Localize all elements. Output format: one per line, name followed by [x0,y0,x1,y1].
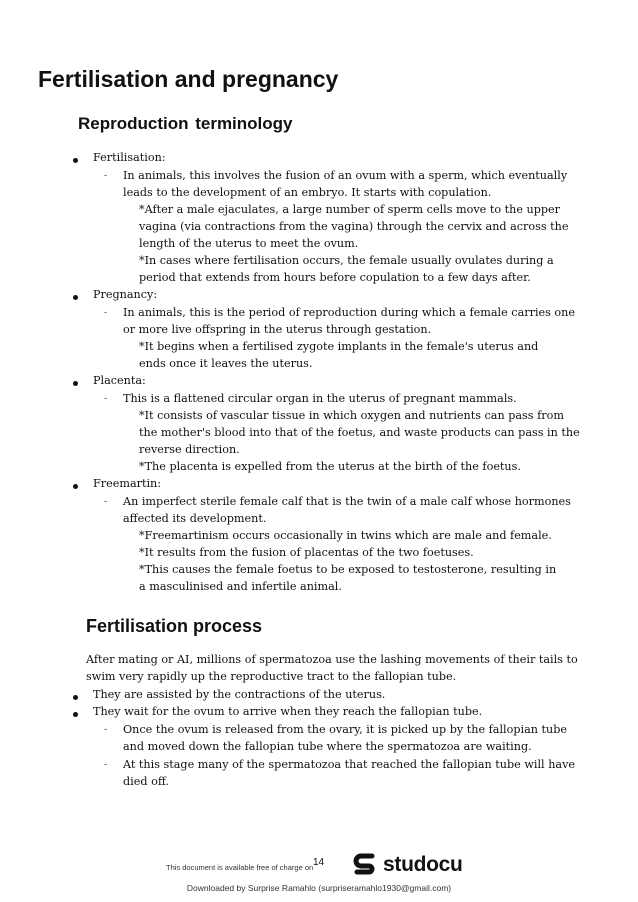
definition-line: In animals, this is the period of reproduction during which a female carries one [123,306,575,319]
note-line: a masculinised and infertile animal. [139,580,342,593]
bullet-icon [73,712,78,717]
sub-item-line: died off. [123,775,169,788]
dash-icon: - [104,171,108,181]
bullet-line: They are assisted by the contractions of the uterus. [93,688,386,701]
definition-line: affected its development. [123,512,267,525]
note-line: ends once it leaves the uterus. [139,357,313,370]
bullet-icon [73,295,78,300]
sub-item-line: At this stage many of the spermatozoa that reached the fallopian tube will have [123,758,576,771]
studocu-logo[interactable] [352,852,463,878]
dash-icon: - [104,497,108,507]
bullet-icon [73,695,78,700]
note-line: *It consists of vascular tissue in which oxygen and nutrients can pass from [139,409,564,422]
note-line: vagina (via contractions from the vagina) through the cervix and across the [139,220,569,233]
studocu-brand-text: studocu [383,853,463,876]
note-line: *This causes the female foetus to be exposed to testosterone, resulting in [139,563,557,576]
page-title: Fertilisation and pregnancy [38,66,339,92]
term-label: Pregnancy: [93,288,158,301]
note-line: period that extends from hours before copulation to a few days after. [139,271,531,284]
section-heading-fertilisation-process: Fertilisation process [86,616,263,636]
studocu-s-icon [352,852,378,878]
sub-item-line: Once the ovum is released from the ovary, it is picked up by the fallopian tube [123,723,568,736]
page-number: 14 [313,857,325,868]
note-line: reverse direction. [139,443,240,456]
definition-line: This is a flattened circular organ in the uterus of pregnant mammals. [123,392,517,405]
dash-icon: - [104,394,108,404]
bullet-icon [73,158,78,163]
intro-line: After mating or AI, millions of spermatozoa use the lashing movements of their tails to [86,653,578,666]
dash-icon: - [104,308,108,318]
term-label: Freemartin: [93,477,162,490]
note-line: *It results from the fusion of placentas of the two foetuses. [139,546,474,559]
note-line: length of the uterus to meet the ovum. [139,237,359,250]
bullet-icon [73,484,78,489]
availability-note: This document is available free of charge on [166,863,314,872]
term-label: Fertilisation: [93,151,166,164]
note-line: *Freemartinism occurs occasionally in twins which are male and female. [139,529,552,542]
sub-item-line: and moved down the fallopian tube where the spermatozoa are waiting. [123,740,532,753]
definition-line: leads to the development of an embryo. It starts with copulation. [123,186,492,199]
definition-line: or more live offspring in the uterus through gestation. [123,323,432,336]
bullet-icon [73,381,78,386]
section-heading-terminology: Reproduction terminology [78,114,293,133]
intro-line: swim very rapidly up the reproductive tract to the fallopian tube. [86,670,457,683]
term-label: Placenta: [93,374,146,387]
dash-icon: - [104,725,108,735]
note-line: *After a male ejaculates, a large number of sperm cells move to the upper [139,203,561,216]
note-line: *The placenta is expelled from the uterus at the birth of the foetus. [139,460,521,473]
download-attribution: Downloaded by Surprise Ramahlo (surpriseramahlo1930@gmail.com) [186,883,452,893]
note-line: *In cases where fertilisation occurs, the female usually ovulates during a [139,254,554,267]
note-line: the mother's blood into that of the foetus, and waste products can pass in the [139,426,580,439]
definition-line: In animals, this involves the fusion of an ovum with a sperm, which eventually [123,169,568,182]
bullet-line: They wait for the ovum to arrive when they reach the fallopian tube. [93,705,483,718]
note-line: *It begins when a fertilised zygote implants in the female's uterus and [139,340,539,353]
definition-line: An imperfect sterile female calf that is the twin of a male calf whose hormones [123,495,571,508]
dash-icon: - [104,760,108,770]
